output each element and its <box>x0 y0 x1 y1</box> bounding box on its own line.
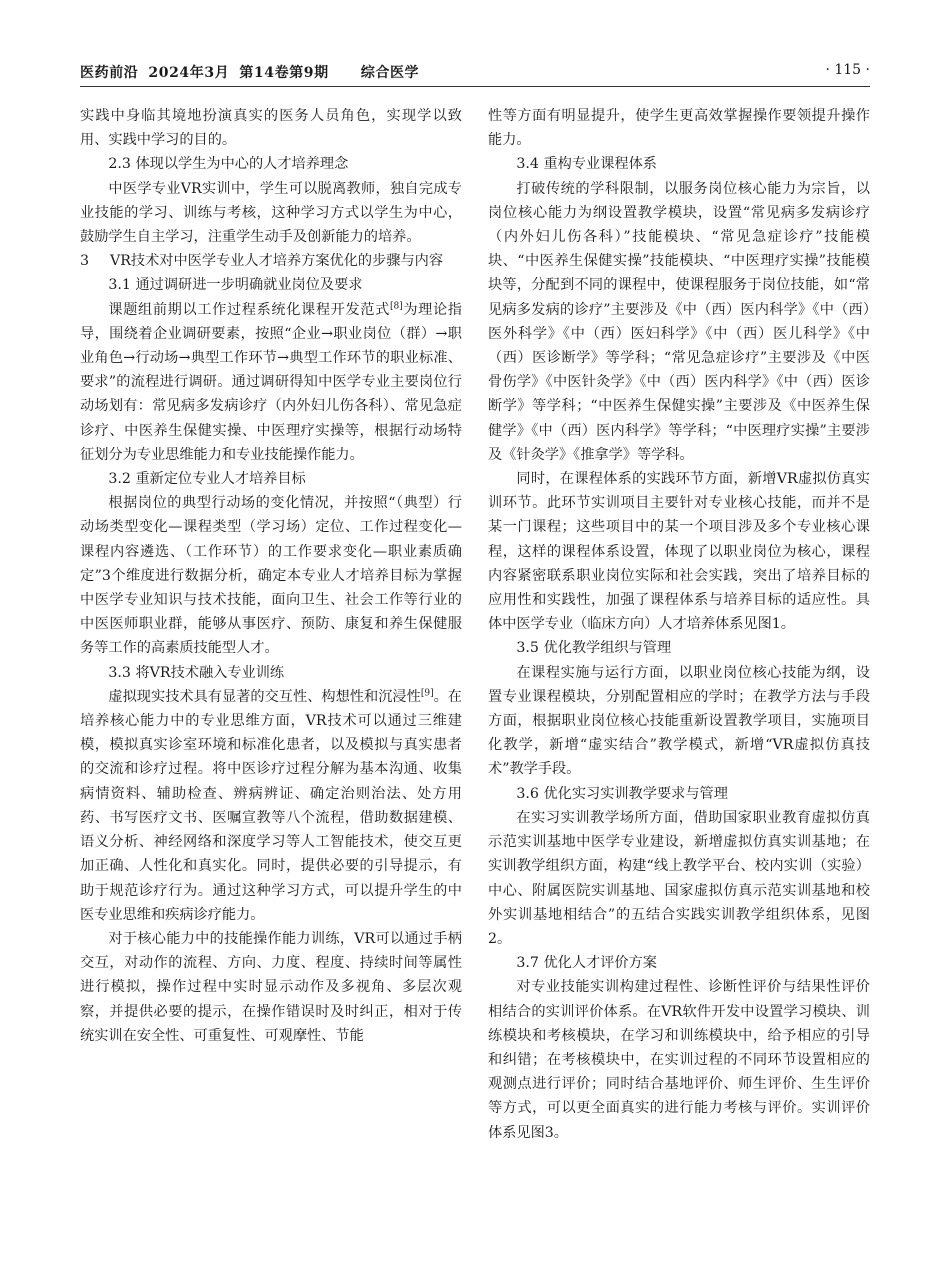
section-heading-3-3: 3.3 将VR技术融入专业训练 <box>108 664 285 681</box>
header-left <box>80 62 429 82</box>
citation-ref: [8] <box>389 300 403 311</box>
left-column <box>80 104 462 1048</box>
paragraph: 打破传统的学科限制，以服务岗位核心能力为宗旨，以岗位核心能力为纲设置教学模块，设置“常见病多发病诊疗（内外妇儿伤各科）”技能模块、“常见急症诊疗”技能模块、“中医养生保健实操”技能模块、“中医理疗实操”技能模块等，分配到不同的课程中，使课程服务于岗位技能，如“常见病多发病的诊疗”主要涉及《中（西）医内科学》《中（西）医外科学》《中（西）医妇科学》《中（西）医儿科学》《中（西）医诊断学》等学科；“常见急症诊疗”主要涉及《中医骨伤学》《中医针灸学》《中（西）医内科学》《中（西）医诊断学》等学科；“中医养生保健实操”主要涉及《中医养生保健学》《中（西）医内科学》等学科；“中医理疗实操”主要涉及《针灸学》《推拿学》等学科。 <box>488 180 870 463</box>
issue-date: 2024年3月 <box>148 65 230 81</box>
paragraph: 同时，在课程体系的实践环节方面，新增VR虚拟仿真实训环节。此环节实训项目主要针对专业核心技能，而并不是某一门课程；这些项目中的某一个项目涉及多个专业核心课程，这样的课程体系设置，体现了以职业岗位为核心，课程内容紧密联系职业岗位实际和社会实践，突出了培养目标的应用性和实践性，加强了课程体系与培养目标的适应性。具体中医学专业（临床方向）人才培养体系见图1。 <box>488 471 870 633</box>
section-heading-3 <box>80 249 462 273</box>
paragraph: 对专业技能实训构建过程性、诊断性评价与结果性评价相结合的实训评价体系。在VR软件开发中设置学习模块、训练模块和考核模块，在学习和训练模块中，给予相应的引导和纠错；在考核模块中，在实训过程的不同环节设置相应的观测点进行评价；同时结合基地评价、师生评价、生生评价等方式，可以更全面真实的进行能力考核与评价。实训评价体系见图3。 <box>488 979 870 1141</box>
paragraph: 根据岗位的典型行动场的变化情况，并按照“（典型）行动场类型变化—课程类型（学习场）定位、工作过程变化—课程内容遴选、（工作环节）的工作要求变化—职业素质确定”3个维度进行数据分析，确定本专业人才培养目标为掌握中医学专业知识与技术技能，面向卫生、社会工作等行业的中医医师职业群，能够从事医疗、预防、康复和养生保健服务等工作的高素质技能型人才。 <box>80 495 462 657</box>
section-heading-3-2: 3.2 重新定位专业人才培养目标 <box>108 471 306 488</box>
section-heading-2-3: 2.3 体现以学生为中心的人才培养理念 <box>108 156 349 173</box>
section-title: VR技术对中医学专业人才培养方案优化的步骤与内容 <box>110 253 444 270</box>
section-heading-3-7: 3.7 优化人才评价方案 <box>516 955 657 972</box>
paragraph <box>80 298 462 467</box>
text-run: 课题组前期以工作过程系统化课程开发范式 <box>108 301 390 318</box>
paragraph: 性等方面有明显提升，使学生更高效掌握操作要领提升操作能力。 <box>488 108 870 149</box>
section-heading-3-5: 3.5 优化教学组织与管理 <box>516 640 672 657</box>
paragraph: 在课程实施与运行方面，以职业岗位核心技能为纲，设置专业课程模块，分别配置相应的学时；在教学方法与手段方面，根据职业岗位核心技能重新设置教学项目，实施项目化教学，新增“虚实结合”教学模式，新增“VR虚拟仿真技术”教学手段。 <box>488 664 870 778</box>
section-name: 综合医学 <box>360 65 420 81</box>
paragraph: 实践中身临其境地扮演真实的医务人员角色，实现学以致用、实践中学习的目的。 <box>80 108 462 149</box>
section-heading-3-1: 3.1 通过调研进一步明确就业岗位及要求 <box>108 277 363 294</box>
volume-issue: 第14卷第9期 <box>239 65 329 81</box>
text-run: 虚拟现实技术具有显著的交互性、构想性和沉浸性 <box>108 688 421 705</box>
paragraph: 对于核心能力中的技能操作能力训练，VR可以通过手柄交互，对动作的流程、方向、力度、程度、持续时间等属性进行模拟，操作过程中实时显示动作及多视角、多层次观察，并提供必要的提示，在操作错误时及时纠正，相对于传统实训在安全性、可重复性、可观摩性、节能 <box>80 930 462 1044</box>
paragraph <box>80 685 462 927</box>
section-heading-3-6: 3.6 优化实习实训教学要求与管理 <box>516 785 728 802</box>
section-number: 3 <box>80 253 90 270</box>
text-run: 为理论指导，围绕着企业调研要素，按照“企业→职业岗位（群）→职业角色→行动场→典型工作环节→典型工作环节的职业标准、要求”的流程进行调研。通过调研得知中医学专业主要岗位行动场划有：常见病多发病诊疗（内外妇儿伤各科）、常见急症诊疗、中医养生保健实操、中医理疗实操等，根据行动场特征划分为专业思维能力和专业技能操作能力。 <box>80 301 462 463</box>
paragraph: 中医学专业VR实训中，学生可以脱离教师，独自完成专业技能的学习、训练与考核，这种学习方式以学生为中心，鼓励学生自主学习，注重学生动手及创新能力的培养。 <box>80 180 462 246</box>
citation-ref: [9] <box>420 688 434 699</box>
running-header <box>80 62 870 84</box>
paragraph: 在实习实训教学场所方面，借助国家职业教育虚拟仿真示范实训基地中医学专业建设，新增虚拟仿真实训基地；在实训教学组织方面，构建“线上教学平台、校内实训（实验）中心、附属医院实训基地、国家虚拟仿真示范实训基地和校外实训基地相结合”的五结合实践实训教学组织体系，见图2。 <box>488 809 870 947</box>
text-run: 。在培养核心能力中的专业思维方面，VR技术可以通过三维建模，模拟真实诊室环境和标准化患者，以及模拟与真实患者的交流和诊疗过程。将中医诊疗过程分解为基本沟通、收集病情资料、辅助检查、辨病辨证、确定治则治法、处方用药、书写医疗文书、医嘱宣教等八个流程，借助数据建模、语义分析、神经网络和深度学习等人工智能技术，使交互更加正确、人性化和真实化。同时，提供必要的引导提示，有助于规范诊疗行为。通过这种学习方式，可以提升学生的中医专业思维和疾病诊疗能力。 <box>80 688 462 923</box>
journal-name: 医药前沿 <box>80 65 139 81</box>
header-rule <box>80 86 870 87</box>
right-column <box>488 104 870 1145</box>
page-number: · 115 · <box>825 62 870 78</box>
section-heading-3-4: 3.4 重构专业课程体系 <box>516 156 657 173</box>
